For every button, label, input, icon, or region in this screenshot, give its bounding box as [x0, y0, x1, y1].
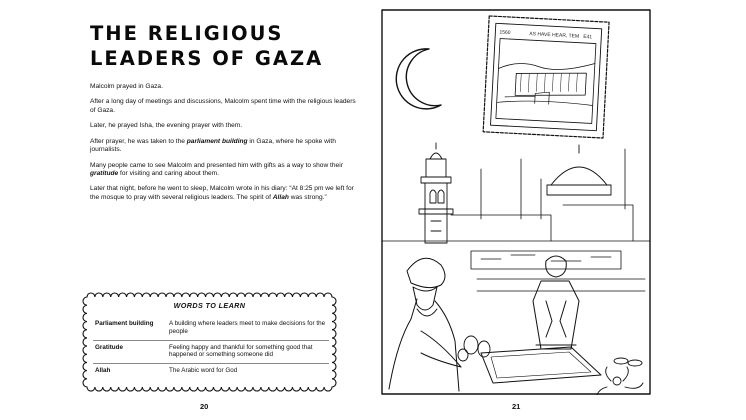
stamp-year: 1560 [499, 29, 511, 37]
glossary-term: Allah [95, 367, 111, 375]
words-to-learn-title: WORDS TO LEARN [173, 301, 246, 310]
city-wall [382, 149, 650, 291]
glossary-definition: The Arabic word for God [169, 367, 238, 375]
emphasized-term: gratitude [90, 169, 119, 177]
emphasized-term: Allah [272, 193, 289, 201]
story-text [90, 83, 362, 209]
glossary-definition: A building where leaders meet to make decisions for the people [167, 317, 329, 340]
shoes [614, 358, 642, 366]
glossary-row [93, 364, 329, 379]
words-to-learn-box [82, 292, 337, 392]
paragraph: Later that night, before he went to sleep, Malcolm wrote in his diary: “At 8:25 pm we left for the mosque to pray with several religious leaders. The spirit of Allah was strong.” [90, 185, 354, 201]
emphasized-term: parliament building [186, 137, 248, 145]
page-number-left: 20 [200, 402, 209, 411]
glossary-term: Gratitude [93, 340, 167, 364]
coloring-illustration [381, 9, 651, 395]
title-line-1: THE RELIGIOUS [90, 22, 284, 45]
minaret [419, 143, 453, 243]
malcolm-figure [533, 256, 579, 349]
glossary-definition: Feeling happy and thankful for something good that happened or something someone did [167, 340, 329, 364]
stamp-caption: AS HAVE HEAR, TEM [529, 31, 580, 40]
crescent-moon-icon [396, 49, 441, 109]
prayer-mat [481, 347, 601, 383]
glossary-row [93, 340, 329, 364]
page-number-right: 21 [512, 402, 521, 411]
postage-stamp [483, 16, 609, 138]
dome [547, 145, 611, 195]
cactus-plant [458, 336, 490, 361]
glossary-table [93, 317, 329, 379]
title-line-2: LEADERS OF GAZA [90, 47, 324, 70]
flower-ornament-icon [597, 367, 643, 395]
glossary-term: Parliament building [93, 317, 167, 340]
religious-leader-figure [389, 258, 461, 391]
page-title [90, 21, 360, 71]
stamp-value: E41 [583, 33, 593, 41]
paragraph: Many people came to see Malcolm and presented him with gifts as a way to show their gratitude for visiting and caring about them. [90, 161, 343, 177]
illustration-frame [382, 10, 650, 394]
paragraph: Later, he prayed Isha, the evening prayer with them. [90, 122, 243, 130]
paragraph: After prayer, he was taken to the parliament building in Gaza, where he spoke with journalists. [90, 137, 336, 154]
paragraph: Malcolm prayed in Gaza. [90, 83, 163, 90]
glossary-row [93, 317, 329, 340]
paragraph: After a long day of meetings and discussions, Malcolm spent time with the religious leaders of Gaza. [90, 98, 356, 114]
